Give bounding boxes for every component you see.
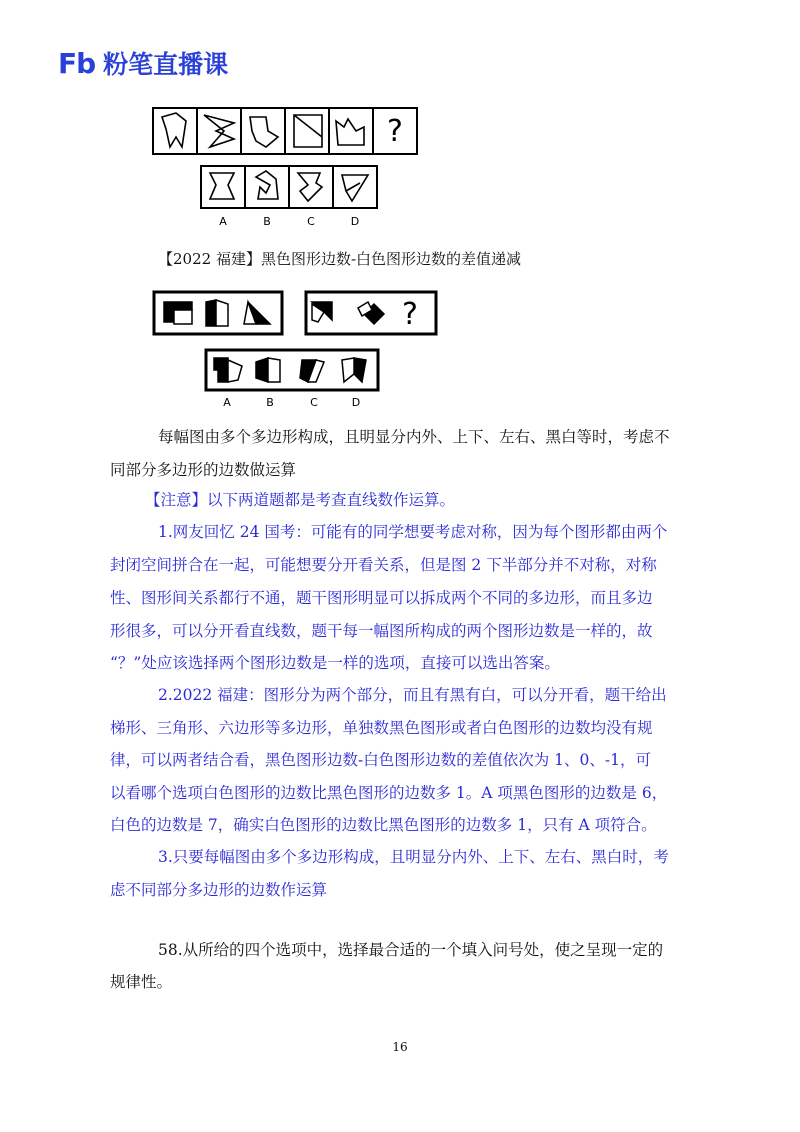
figure2-option-b-shape <box>256 358 268 382</box>
figure1-option-d-label: D <box>350 215 360 228</box>
figure1-option-b-label: B <box>263 215 271 228</box>
note1-line-3: 性、图形间关系都行不通，题干图形明显可以拆成两个不同的多边形，而且多边 <box>110 589 653 607</box>
question-58-line-1: 58.从所给的四个选项中，选择最合适的一个填入问号处，使之呈现一定的 <box>158 941 664 959</box>
note2-line-4: 以看哪个选项白色图形的边数比黑色图形的边数多 1。A 项黑色图形的边数是 6， <box>110 784 668 802</box>
figure-2-options <box>204 348 380 410</box>
note1-line-1: 1.网友回忆 24 国考：可能有的同学想要考虑对称，因为每个图形都由两个 <box>158 523 668 541</box>
note2-line-2: 梯形、三角形、六边形等多边形，单独数黑色图形或者白色图形的边数均没有规 <box>110 719 653 737</box>
figure1-option-c-label: C <box>307 215 315 228</box>
figure2-option-b-white-shape <box>268 358 280 382</box>
paragraph-1-line-1: 每幅图由多个多边形构成，且明显分内外、上下、左右、黑白等时，考虑不 <box>158 428 670 446</box>
paragraph-1-line-2: 同部分多边形的边数做运算 <box>110 461 297 479</box>
figure2-panel1-white-shape <box>174 310 192 324</box>
logo-mark: Fb <box>58 47 96 80</box>
notice-heading: 【注意】以下两道题都是考查直线数作运算。 <box>145 491 456 509</box>
figure2-question-mark: ? <box>402 297 418 332</box>
figure2-option-a-label: A <box>223 396 231 409</box>
note3-line-1: 3.只要每幅图由多个多边形构成，且明显分内外、上下、左右、黑白时，考 <box>158 848 669 866</box>
section-title: 【2022 福建】黑色图形边数-白色图形边数的差值递减 <box>158 250 522 268</box>
question-58-line-2: 规律性。 <box>110 973 173 991</box>
figure1-option-a-label: A <box>219 215 227 228</box>
note1-line-2: 封闭空间拼合在一起，可能想要分开看关系，但是图 2 下半部分并不对称，对称 <box>110 556 657 574</box>
figure2-panel2-white-shape <box>216 300 228 326</box>
figure2-option-c-label: C <box>310 396 318 409</box>
note2-line-3: 律，可以两者结合看，黑色图形边数-白色图形边数的差值依次为 1、0、-1，可 <box>110 751 651 769</box>
note3-line-2: 虑不同部分多边形的边数作运算 <box>110 881 328 899</box>
figure2-option-d-label: D <box>351 396 361 409</box>
figure1-question-mark: ? <box>387 114 403 149</box>
logo-text: 粉笔直播课 <box>103 49 229 79</box>
figure-2-question <box>152 290 440 338</box>
note1-line-5: “？”处应该选择两个图形边数是一样的选项，直接可以选出答案。 <box>110 654 560 672</box>
page-number: 16 <box>392 1040 408 1054</box>
note1-line-4: 形很多，可以分开看直线数，题干每一幅图所构成的两个图形边数是一样的，故 <box>110 622 653 640</box>
figure-1-question <box>152 107 418 157</box>
figure2-option-b-label: B <box>266 396 274 409</box>
note2-line-1: 2.2022 福建：图形分为两个部分，而且有黑有白，可以分开看，题干给出 <box>158 686 667 704</box>
figure-1-options <box>200 165 378 229</box>
note2-line-5: 白色的边数是 7，确实白色图形的边数比黑色图形的边数多 1，只有 A 项符合。 <box>110 816 657 834</box>
brand-logo <box>58 47 229 80</box>
figure2-panel2-shape <box>206 300 216 326</box>
